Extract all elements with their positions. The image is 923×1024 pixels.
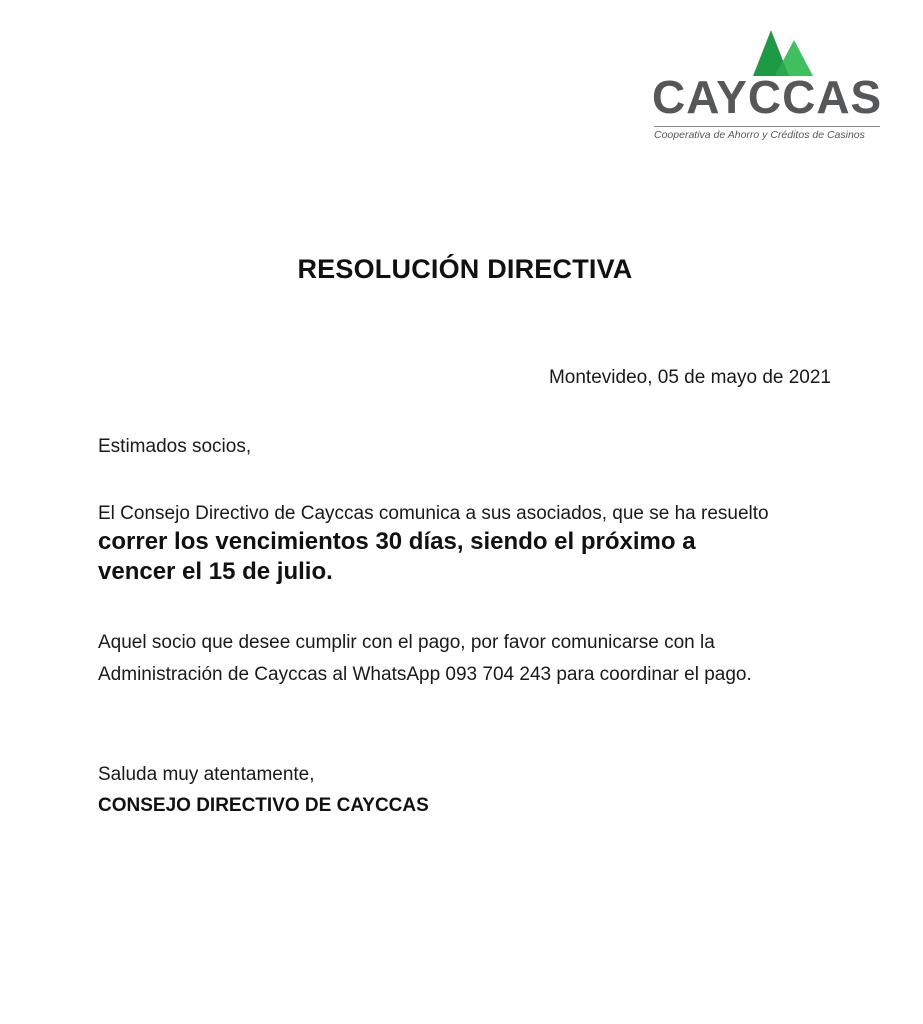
logo-divider bbox=[654, 126, 880, 127]
signature: CONSEJO DIRECTIVO DE CAYCCAS bbox=[98, 795, 429, 816]
mountains-logo-icon bbox=[753, 30, 813, 76]
closing: Saluda muy atentamente, bbox=[98, 764, 315, 785]
contact-line-1: Aquel socio que desee cumplir con el pago, por favor comunicarse con la bbox=[98, 632, 715, 653]
highlight-line-2: vencer el 15 de julio. bbox=[98, 558, 333, 585]
paragraph-intro: El Consejo Directivo de Cayccas comunica a sus asociados, que se ha resuelto bbox=[98, 503, 769, 524]
contact-line-2: Administración de Cayccas al WhatsApp 093 704 243 para coordinar el pago. bbox=[98, 664, 752, 685]
logo-tagline: Cooperativa de Ahorro y Créditos de Casinos bbox=[654, 129, 865, 141]
highlight-line-1: correr los vencimientos 30 días, siendo el próximo a bbox=[98, 528, 696, 555]
paragraph-contact bbox=[98, 627, 752, 691]
salutation: Estimados socios, bbox=[98, 436, 252, 457]
document-title: RESOLUCIÓN DIRECTIVA bbox=[297, 254, 633, 284]
cayccas-logo bbox=[650, 28, 890, 148]
logo-name: CAYCCAS bbox=[652, 71, 883, 123]
paragraph-highlight bbox=[98, 527, 696, 587]
document-date: Montevideo, 05 de mayo de 2021 bbox=[548, 367, 831, 388]
